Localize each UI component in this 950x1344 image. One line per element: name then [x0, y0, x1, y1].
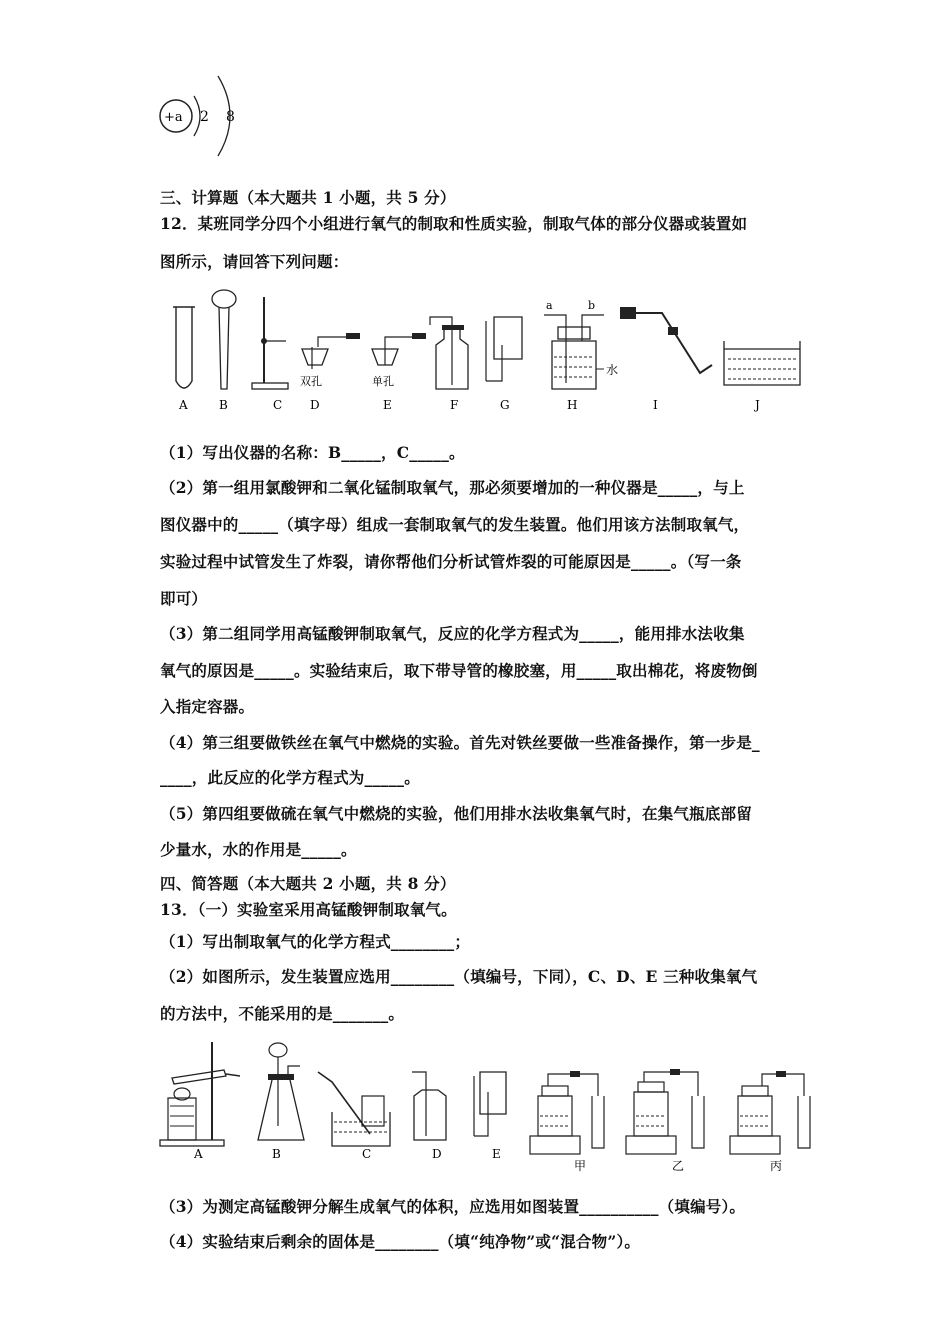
- h-port-a: a: [546, 299, 553, 312]
- nucleus-charge: +a: [164, 110, 183, 125]
- q12-part-2-line-3: 实验过程中试管发生了炸裂，请你帮他们分析试管炸裂的可能原因是_____。（写一条: [160, 552, 742, 571]
- label-b: B: [219, 398, 228, 412]
- one-hole-stopper-e: [372, 333, 426, 365]
- two-hole-stopper-d: [302, 333, 360, 369]
- section-3-heading: 三、计算题（本大题共 1 小题，共 5 分）: [160, 188, 456, 207]
- q12-part-3-line-1: （3）第二组同学用高锰酸钾制取氧气，反应的化学方程式为_____，能用排水法收集: [160, 624, 745, 643]
- label-h: H: [567, 398, 578, 412]
- q12-part-4-line-2: ____，此反应的化学方程式为_____。: [160, 768, 420, 787]
- q12-intro-line-1: 12．某班同学分四个小组进行氧气的制取和性质实验，制取气体的部分仪器或装置如: [160, 214, 748, 233]
- measuring-setup-yi: [626, 1069, 704, 1154]
- gas-bottle-e: [474, 1072, 506, 1136]
- q12-part-3-line-3: 入指定容器。: [160, 697, 255, 716]
- measuring-setup-jia: [530, 1071, 604, 1154]
- h-port-b: b: [588, 299, 596, 312]
- apparatus-figure-2: [158, 1036, 828, 1176]
- q12-part-5-line-1: （5）第四组要做硫在氧气中燃烧的实验，他们用排水法收集氧气时，在集气瓶底部留: [160, 804, 752, 823]
- fig2-label-b: B: [272, 1147, 281, 1161]
- bent-tube-i: [620, 307, 712, 373]
- q12-part-3-line-2: 氧气的原因是_____。实验结束后，取下带导管的橡胶塞，用_____取出棉花，将废物倒: [160, 661, 758, 680]
- fig2-label-c: C: [362, 1147, 372, 1161]
- water-trough-j: [724, 341, 800, 385]
- q13-part-3: （3）为测定高锰酸钾分解生成氧气的体积，应选用如图装置__________（填编号）。: [160, 1197, 746, 1216]
- shell-2-electrons: 8: [226, 109, 235, 125]
- fig2-label-bing: 丙: [770, 1159, 783, 1173]
- label-g: G: [500, 398, 510, 412]
- q12-part-2-line-4: 即可）: [160, 589, 208, 608]
- heating-apparatus-a: [160, 1042, 240, 1146]
- fig2-label-jia: 甲: [574, 1159, 587, 1173]
- fig2-label-e: E: [492, 1147, 501, 1161]
- test-tube-a: [173, 307, 195, 388]
- iron-stand-c: [252, 297, 288, 389]
- q12-part-1: （1）写出仪器的名称：B_____，C_____。: [160, 443, 465, 462]
- gas-bottle-f: [430, 317, 468, 389]
- measuring-setup-bing: [730, 1071, 810, 1154]
- water-collection-c: [318, 1072, 390, 1146]
- section-4-heading: 四、简答题（本大题共 2 小题，共 8 分）: [160, 874, 456, 893]
- h-water-label: 水: [606, 363, 619, 377]
- q13-part-2-line-2: 的方法中，不能采用的是_______。: [160, 1004, 405, 1023]
- gas-jar-g: [486, 317, 522, 381]
- q13-part-4: （4）实验结束后剩余的固体是________（填“纯净物”或“混合物”）。: [160, 1232, 641, 1251]
- q13-part-2-line-1: （2）如图所示，发生装置应选用________（填编号，下同），C、D、E 三种收集氧气: [160, 967, 758, 986]
- d-note: 双孔: [300, 375, 322, 388]
- apparatus-figure-1: [160, 285, 820, 420]
- label-j: J: [755, 398, 760, 412]
- label-d: D: [310, 398, 320, 412]
- q12-part-2-line-2: 图仪器中的_____（填字母）组成一套制取氧气的发生装置。他们用该方法制取氧气，: [160, 515, 750, 534]
- e-note: 单孔: [372, 375, 394, 388]
- label-f: F: [450, 398, 459, 412]
- shell-1-electrons: 2: [200, 109, 209, 125]
- q12-part-2-line-1: （2）第一组用氯酸钾和二氧化锰制取氧气，那必须要增加的一种仪器是_____，与上: [160, 478, 745, 497]
- q13-title: 13．（一）实验室采用高锰酸钾制取氧气。: [160, 900, 457, 919]
- q12-part-4-line-1: （4）第三组要做铁丝在氧气中燃烧的实验。首先对铁丝要做一些准备操作，第一步是_: [160, 733, 760, 752]
- fig2-label-d: D: [432, 1147, 442, 1161]
- gas-bottle-d: [412, 1072, 446, 1140]
- label-i: I: [653, 398, 658, 412]
- washing-bottle-h: [544, 299, 618, 389]
- q13-part-1: （1）写出制取氧气的化学方程式________；: [160, 932, 471, 951]
- long-neck-funnel-b: [212, 290, 236, 389]
- label-c: C: [273, 398, 283, 412]
- fig2-label-a: A: [194, 1147, 203, 1161]
- q12-intro-line-2: 图所示，请回答下列问题：: [160, 252, 349, 271]
- conical-flask-b: [258, 1043, 304, 1140]
- atom-structure-diagram: [150, 70, 260, 160]
- q12-part-5-line-2: 少量水，水的作用是_____。: [160, 840, 357, 859]
- fig2-label-yi: 乙: [672, 1159, 685, 1173]
- label-e: E: [383, 398, 392, 412]
- label-a: A: [179, 398, 188, 412]
